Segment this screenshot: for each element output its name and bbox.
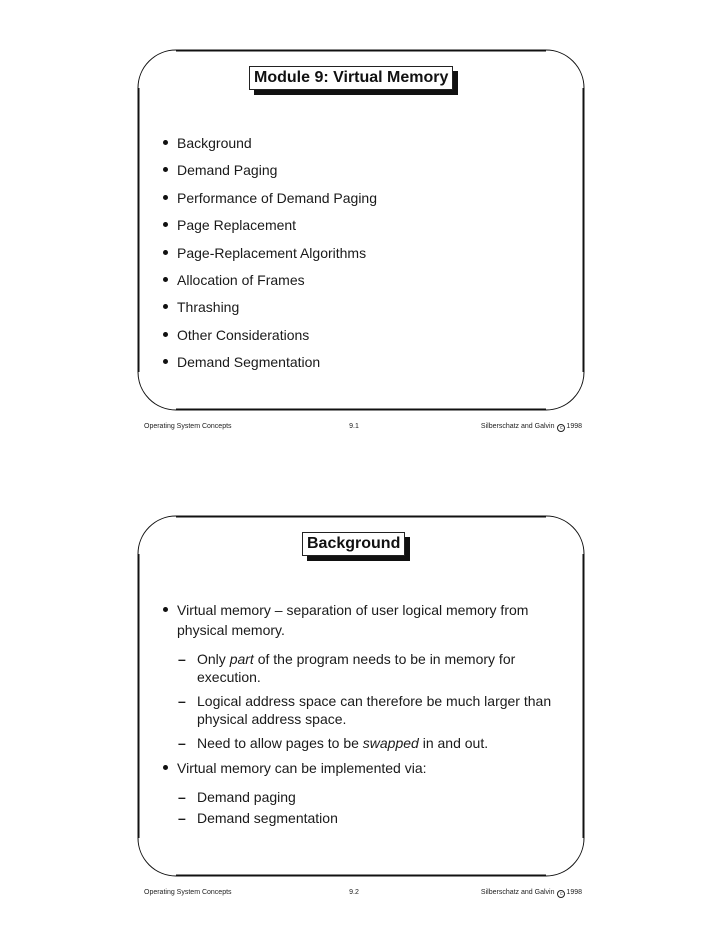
list-item: Other Considerations <box>177 326 377 344</box>
list-item: Background <box>177 134 377 152</box>
footer-authors: Silberschatz and Galvin c 1998 <box>480 423 582 431</box>
bullet-icon <box>163 607 168 612</box>
list-item: Page-Replacement Algorithms <box>177 244 377 262</box>
slide-2 <box>0 466 720 932</box>
sub-list <box>177 788 557 827</box>
dash-icon: – <box>178 735 186 751</box>
list-item: Demand Segmentation <box>177 353 377 371</box>
bullet-icon <box>163 765 168 770</box>
sub-list-item: – Demand segmentation <box>178 810 338 826</box>
list-item: Virtual memory can be implemented via: – Demand paging – Demand segmentation <box>177 758 557 827</box>
list-item: Page Replacement <box>177 216 377 234</box>
copyright-icon: c <box>557 890 565 898</box>
footer-authors: Silberschatz and Galvin c 1998 <box>480 889 582 897</box>
bullet-icon <box>163 140 168 145</box>
content-list <box>177 600 557 833</box>
bullet-icon <box>163 277 168 282</box>
copyright-icon: c <box>557 424 565 432</box>
footer-book-title: Operating System Concepts <box>144 423 232 430</box>
sub-list-item: – Logical address space can therefore be much larger than physical address space. <box>178 693 552 727</box>
list-item: Allocation of Frames <box>177 271 377 289</box>
list-item: Demand Paging <box>177 161 377 179</box>
sub-list <box>177 650 557 752</box>
slide-title: Background <box>302 532 405 556</box>
slide-title: Module 9: Virtual Memory <box>249 66 453 90</box>
bullet-icon <box>163 250 168 255</box>
dash-icon: – <box>178 651 186 667</box>
footer-slide-number: 9.1 <box>349 423 359 430</box>
dash-icon: – <box>178 810 186 826</box>
sub-list-item: – Demand paging <box>178 789 296 805</box>
list-item: Virtual memory – separation of user logical memory from physical memory. – Only part of the program needs to be in memory for execution. – Logical address space can therefore be much larger than physical address space. – Need to allow pages to be swapped in and out. <box>177 600 557 752</box>
list-item: Thrashing <box>177 298 377 316</box>
dash-icon: – <box>178 693 186 709</box>
list-item: Performance of Demand Paging <box>177 189 377 207</box>
sub-list-item: – Only part of the program needs to be in memory for execution. <box>178 651 516 685</box>
bullet-icon <box>163 332 168 337</box>
topic-list <box>177 134 377 371</box>
sub-list-item: – Need to allow pages to be swapped in and out. <box>178 735 489 751</box>
bullet-icon <box>163 195 168 200</box>
footer-slide-number: 9.2 <box>349 889 359 896</box>
footer-book-title: Operating System Concepts <box>144 889 232 896</box>
dash-icon: – <box>178 789 186 805</box>
